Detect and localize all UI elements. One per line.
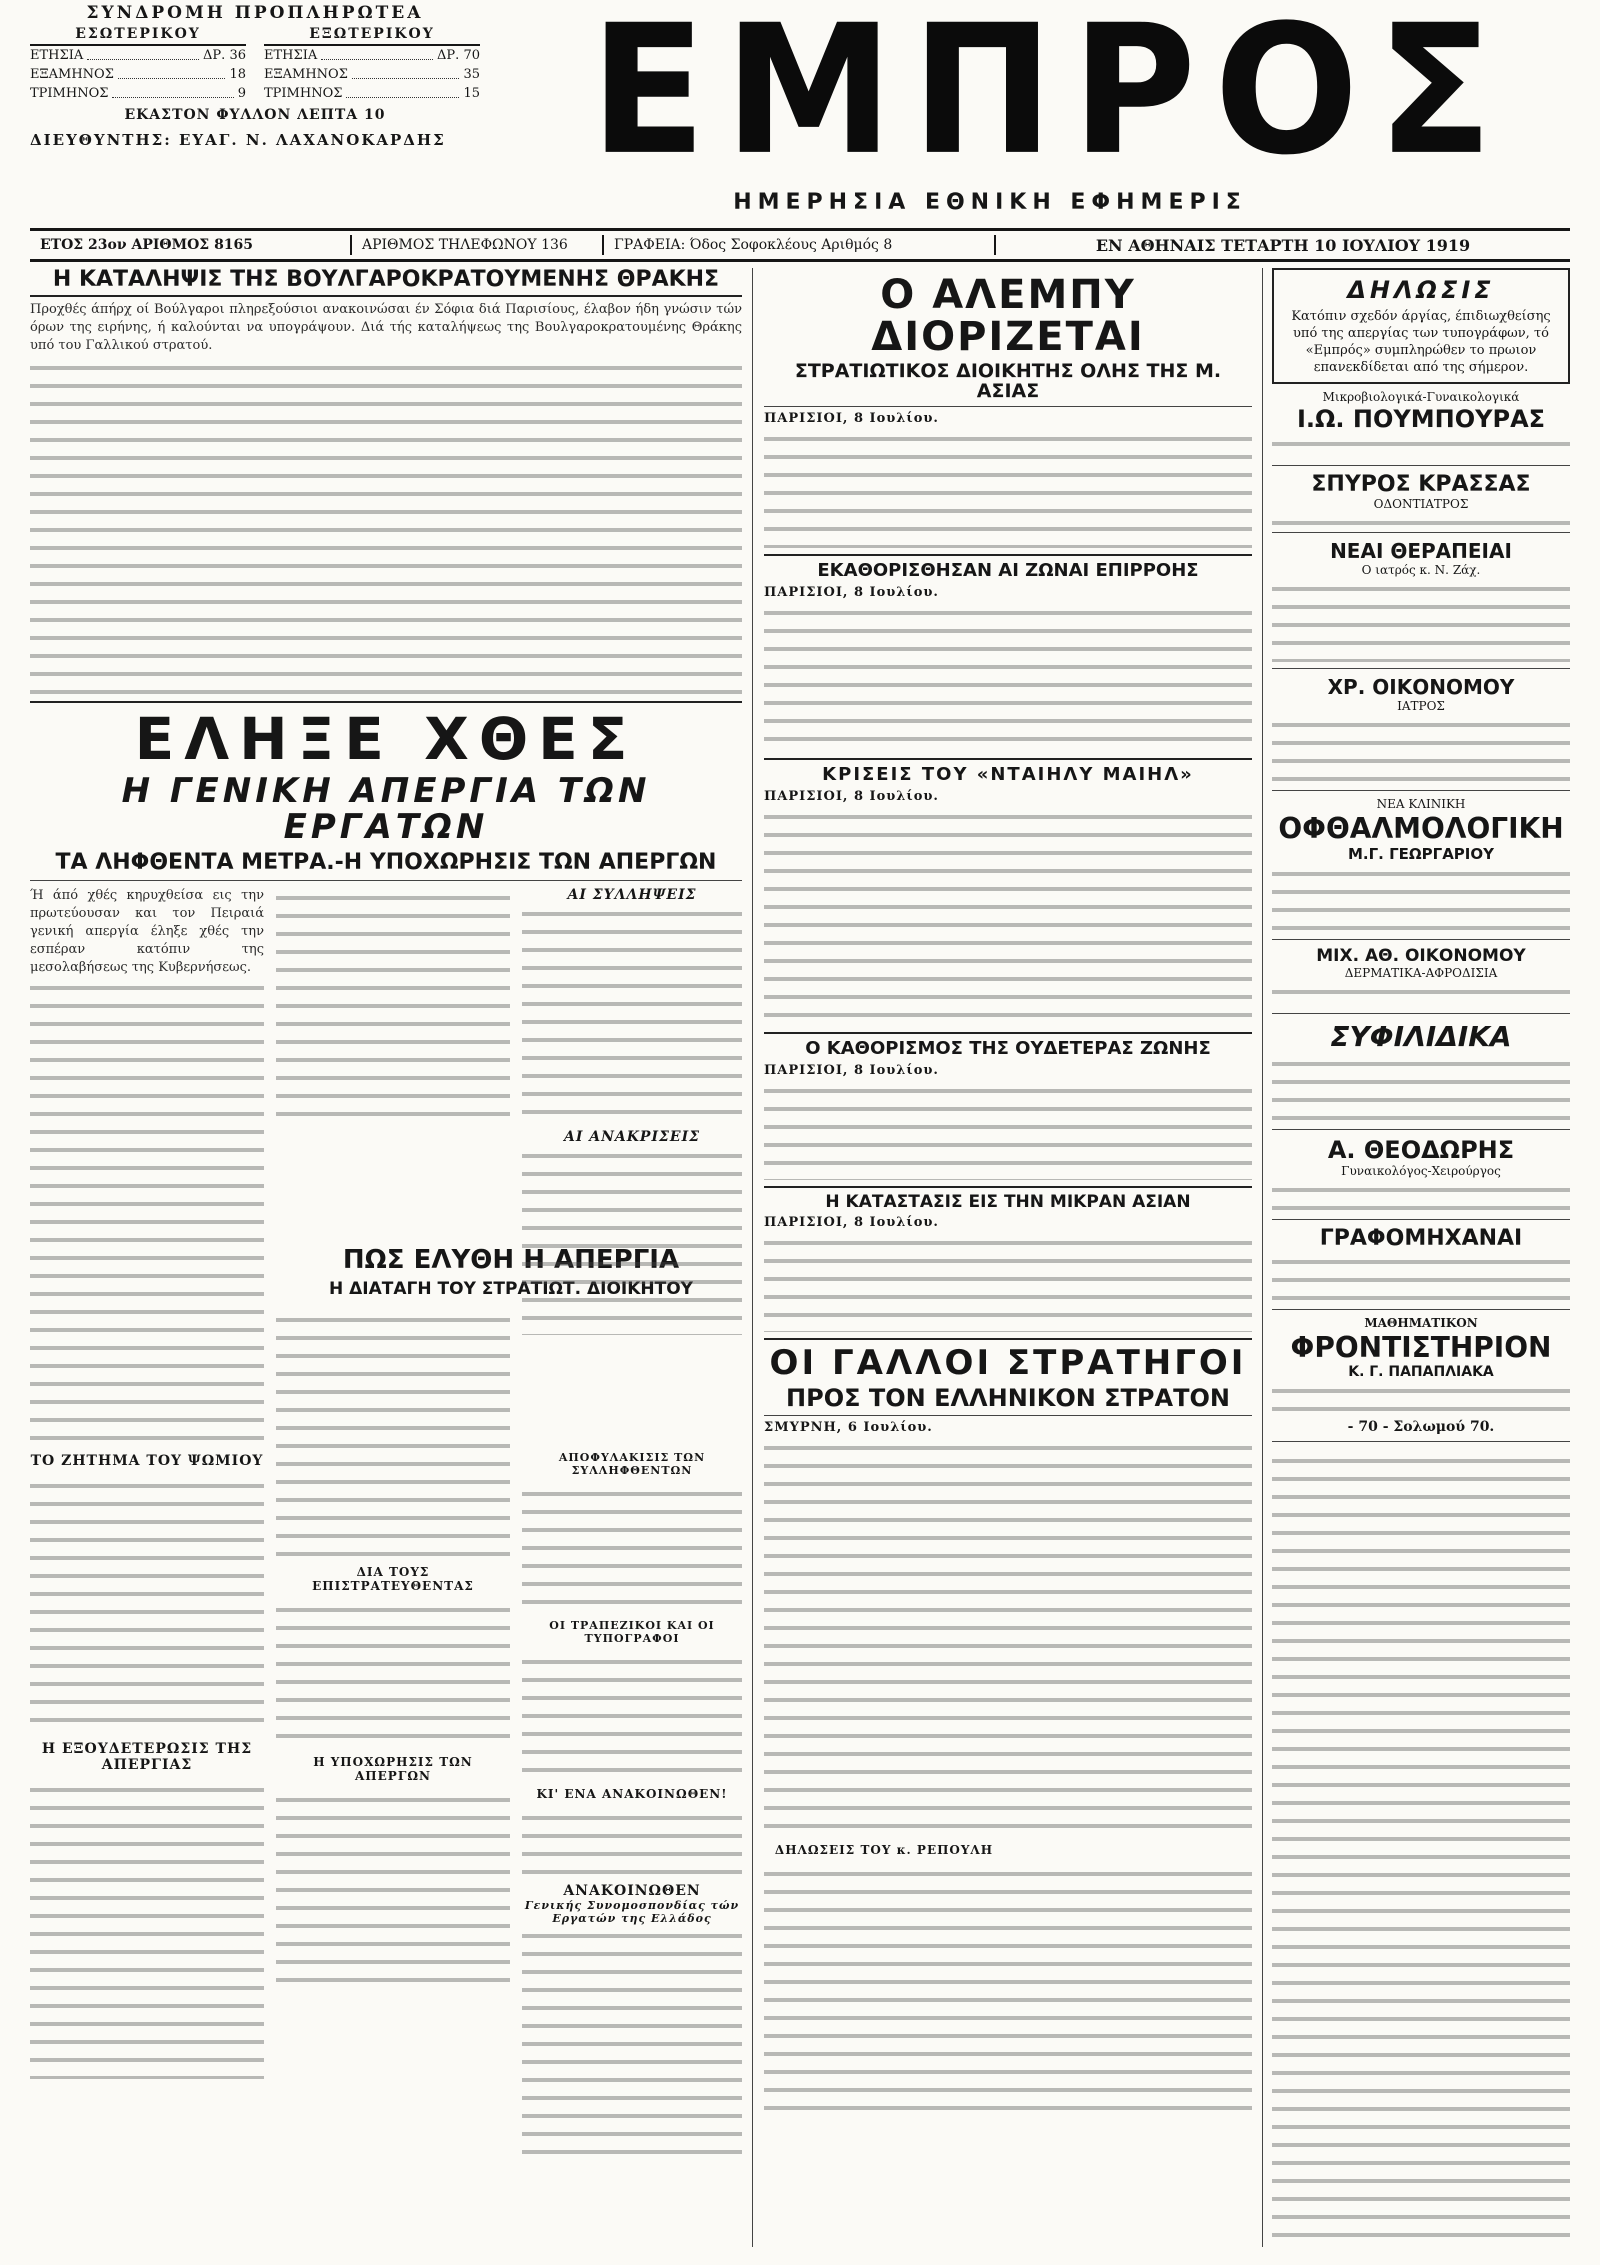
- generals-headline: ΟΙ ΓΑΛΛΟΙ ΣΤΡΑΤΗΓΟΙ: [769, 1343, 1247, 1384]
- middle-column: [764, 268, 1252, 2247]
- resolution-subhead: Η ΕΞΟΥΔΕΤΕΡΩΣΙΣ ΤΗΣ ΑΠΕΡΓΙΑΣ: [41, 1741, 253, 1774]
- thrace-article-text: [30, 357, 742, 695]
- release-text: [522, 1483, 742, 1613]
- notice-box: [1272, 268, 1570, 384]
- trams-text: [522, 1651, 742, 1781]
- advertisement: Α. ΘΕΟΔΩΡΗΣ Γυναικολόγος-Χειρούργος: [1272, 1130, 1570, 1220]
- rate-row: ΕΤΗΣΙΑ ΔΡ. 70: [264, 48, 480, 63]
- thrace-lead: Προχθές άπήρχ οί Βούλγαροι πληρεξούσιοι ανακοινώσαι έν Σόφια διά Παρισίους, έλαβον ήδη γνώσιν τών όρων της ειρήνης, ή καλούνται να υπογράψουν. Διά τής καταλήψεως της Βουλγαροκρατουμένης Θράκης υπό του Γαλλικού στρατού.: [30, 302, 742, 354]
- thrace-headline: Η ΚΑΤΑΛΗΨΙΣ ΤΗΣ ΒΟΥΛΓΑΡΟΚΡΑΤΟΥΜΕΝΗΣ ΘΡΑΚΗΣ: [30, 268, 742, 297]
- domestic-rates: [30, 25, 246, 103]
- daily-mail-text: [764, 806, 1252, 1026]
- allenby-headline: Ο ΑΛΕΜΠΥ ΔΙΟΡΙΖΕΤΑΙ: [871, 272, 1145, 360]
- domestic-label: ΕΣΩΤΕΡΙΚΟΥ: [30, 25, 246, 46]
- wheat-subhead: ΤΟ ΖΗΤΗΜΑ ΤΟΥ ΨΩΜΙΟΥ: [30, 1453, 264, 1470]
- arrests-text: [522, 903, 742, 1123]
- subscription-box: [30, 4, 480, 150]
- foreign-label: ΕΞΩΤΕΡΙΚΟΥ: [264, 25, 480, 46]
- neutral-zone-text: [764, 1080, 1252, 1180]
- zones-text: [764, 602, 1252, 752]
- arrests-subhead: ΑΙ ΣΥΛΛΗΨΕΙΣ: [567, 887, 697, 904]
- newspaper-logo: ΕΜΠΡΟΣ: [590, 0, 1511, 195]
- how-text: [276, 1309, 510, 1559]
- dateline: ΠΑΡΙΣΙΟΙ, 8 Ιουλίου.: [764, 410, 939, 426]
- offices-address: ΓΡΑΦΕΙΑ: Όδος Σοφοκλέους Αριθμός 8: [614, 237, 893, 253]
- advertisement: ΝΕΑΙ ΘΕΡΑΠΕΙΑΙ Ο ιατρός κ. Ν. Ζάχ.: [1272, 533, 1570, 669]
- generals-text: [764, 1437, 1252, 1837]
- announce-text: [522, 1807, 742, 1877]
- subscription-title: ΣΥΝΔΡΟΜΗ ΠΡΟΠΛΗΡΩΤΕΑ: [86, 3, 424, 23]
- generals-subheadline: ΠΡΟΣ ΤΟΝ ΕΛΛΗΝΙΚΟΝ ΣΤΡΑΤΟΝ: [764, 1386, 1252, 1416]
- rate-row: ΕΞΑΜΗΝΟΣ 35: [264, 67, 480, 82]
- issue-date: ΕΝ ΑΘΗΝΑΙΣ ΤΕΤΑΡΤΗ 10 ΙΟΥΛΙΟΥ 1919: [1095, 235, 1471, 255]
- investigations-text: [522, 1145, 742, 1335]
- resolution-text: [30, 1779, 264, 2079]
- military-text: [276, 1599, 510, 1749]
- daily-mail-headline: ΚΡΙΣΕΙΣ ΤΟΥ «ΝΤΑΙΗΛΥ ΜΑΙΗΛ»: [822, 763, 1194, 785]
- right-column: [1272, 268, 1570, 2247]
- strike-article-text-2: [276, 887, 510, 1127]
- advertisement: Μικροβιολογικά-Γυναικολογικά Ι.Ω. ΠΟΥΜΠΟΥΡΑΣ: [1272, 384, 1570, 466]
- retreat-text: [276, 1789, 510, 1989]
- rate-row: ΤΡΙΜΗΝΟΣ 15: [264, 86, 480, 101]
- zones-headline: ΕΚΑΘΟΡΙΣΘΗΣΑΝ ΑΙ ΖΩΝΑΙ ΕΠΙΡΡΟΗΣ: [817, 559, 1199, 581]
- wheat-text: [30, 1475, 264, 1735]
- advertisement: ΜΙΧ. ΑΘ. ΟΙΚΟΝΟΜΟΥ ΔΕΡΜΑΤΙΚΑ-ΑΦΡΟΔΙΣΙΑ: [1272, 940, 1570, 1014]
- strike-deck: ΤΑ ΛΗΦΘΕΝΤΑ ΜΕΤΡΑ.-Η ΥΠΟΧΩΡΗΣΙΣ ΤΩΝ ΑΠΕΡΓΩΝ: [55, 850, 717, 876]
- announce2-subhead: ΑΝΑΚΟΙΝΩΘΕΝ: [563, 1883, 701, 1900]
- repoul-text: [764, 1863, 1252, 2123]
- neutral-zone-headline: Ο ΚΑΘΟΡΙΣΜΟΣ ΤΗΣ ΟΥΔΕΤΕΡΑΣ ΖΩΝΗΣ: [805, 1037, 1211, 1059]
- foreign-rates: [264, 25, 480, 103]
- left-column: [30, 268, 742, 2247]
- announce-subhead: ΚΙ' ΕΝΑ ΑΝΑΚΟΙΝΩΘΕΝ!: [536, 1787, 728, 1802]
- asia-text: [764, 1232, 1252, 1332]
- strike-article-text: [30, 977, 264, 1447]
- rate-row: ΕΤΗΣΙΑ ΔΡ. 36: [30, 48, 246, 63]
- release-subhead: ΑΠΟΦΥΛΑΚΙΣΙΣ ΤΩΝ ΣΥΛΛΗΦΘΕΝΤΩΝ: [558, 1451, 706, 1478]
- how-headline: ΠΩΣ ΕΛΥΘΗ Η ΑΠΕΡΓΙΑ: [342, 1245, 680, 1276]
- advertisement: ΣΥΦΙΛΙΔΙΚΑ: [1272, 1014, 1570, 1130]
- advertisement: ΜΑΘΗΜΑΤΙΚΟΝ ΦΡΟΝΤΙΣΤΗΡΙΟΝ Κ. Γ. ΠΑΠΑΠΛΙΑΚΑ - 70 - Σολωμού 70.: [1272, 1310, 1570, 1442]
- director-line: ΔΙΕΥΘΥΝΤΗΣ: ΕΥΑΓ. Ν. ΛΑΧΑΝΟΚΑΡΔΗΣ: [30, 131, 446, 149]
- allenby-text: [764, 428, 1252, 548]
- strike-subheadline: Η ΓΕΝΙΚΗ ΑΠΕΡΓΙΑ ΤΩΝ ΕΡΓΑΤΩΝ: [121, 770, 651, 847]
- strike-headline: ΕΛΗΞΕ ΧΘΕΣ: [134, 705, 638, 774]
- rate-row: ΤΡΙΜΗΝΟΣ 9: [30, 86, 246, 101]
- phone-number: ΑΡΙΘΜΟΣ ΤΗΛΕΦΩΝΟΥ 136: [362, 237, 568, 253]
- advertisement: ΣΠΥΡΟΣ ΚΡΑΣΣΑΣ ΟΔΟΝΤΙΑΤΡΟΣ: [1272, 466, 1570, 533]
- how-subheadline: Η ΔΙΑΤΑΓΗ ΤΟΥ ΣΤΡΑΤΙΩΤ. ΔΙΟΙΚΗΤΟΥ: [329, 1278, 693, 1299]
- repoul-subhead: ΔΗΛΩΣΕΙΣ ΤΟΥ κ. ΡΕΠΟΥΛΗ: [774, 1843, 994, 1858]
- retreat-subhead: Η ΥΠΟΧΩΡΗΣΙΣ ΤΩΝ ΑΠΕΡΓΩΝ: [313, 1754, 473, 1783]
- tagline: ΗΜΕΡΗΣΙΑ ΕΘΝΙΚΗ ΕΦΗΜΕΡΙΣ: [733, 190, 1247, 215]
- notice-text: Κατόπιν σχεδόν άργίας, έπιδιωχθείσης υπό της απεργίας των τυπογράφων, τό «Εμπρός» συμπληρώθεν το πρωιον επανεκδίδεται από της σήμερον.: [1291, 309, 1551, 375]
- advertisement: ΓΡΑΦΟΜΗΧΑΝΑΙ: [1272, 1220, 1570, 1310]
- announce2-text: [522, 1925, 742, 2155]
- info-bar: [30, 228, 1570, 262]
- right-column-article: [1272, 1450, 1570, 2247]
- announce2-sub: Γενικής Συνομοσπονδίας τών Εργατών της Ελλάδος: [524, 1899, 740, 1926]
- rate-row: ΕΞΑΜΗΝΟΣ 18: [30, 67, 246, 82]
- advertisement: ΝΕΑ ΚΛΙΝΙΚΗ ΟΦΘΑΛΜΟΛΟΓΙΚΗ Μ.Γ. ΓΕΩΡΓΑΡΙΟΥ: [1272, 791, 1570, 940]
- trams-subhead: ΟΙ ΤΡΑΠΕΖΙΚΟΙ ΚΑΙ ΟΙ ΤΥΠΟΓΡΑΦΟΙ: [549, 1619, 715, 1646]
- price-line: ΕΚΑΣΤΟΝ ΦΥΛΛΟΝ ΛΕΠΤΑ 10: [124, 107, 386, 123]
- investigations-subhead: ΑΙ ΑΝΑΚΡΙΣΕΙΣ: [563, 1129, 701, 1146]
- dateline: ΠΑΡΙΣΙΟΙ, 8 Ιουλίου.: [764, 1062, 939, 1078]
- dateline: ΠΑΡΙΣΙΟΙ, 8 Ιουλίου.: [764, 584, 939, 600]
- allenby-subheadline: ΣΤΡΑΤΙΩΤΙΚΟΣ ΔΙΟΙΚΗΤΗΣ ΟΛΗΣ ΤΗΣ Μ. ΑΣΙΑΣ: [764, 362, 1252, 407]
- asia-headline: Η ΚΑΤΑΣΤΑΣΙΣ ΕΙΣ ΤΗΝ ΜΙΚΡΑΝ ΑΣΙΑΝ: [825, 1191, 1191, 1212]
- dateline: ΠΑΡΙΣΙΟΙ, 8 Ιουλίου.: [764, 788, 939, 804]
- military-subhead: ΔΙΑ ΤΟΥΣ ΕΠΙΣΤΡΑΤΕΥΘΕΝΤΑΣ: [312, 1564, 474, 1593]
- dateline: ΠΑΡΙΣΙΟΙ, 8 Ιουλίου.: [764, 1215, 939, 1231]
- notice-title: ΔΗΛΩΣΙΣ: [1347, 276, 1495, 304]
- issue-number: ΕΤΟΣ 23ον ΑΡΙΘΜΟΣ 8165: [40, 237, 254, 253]
- advertisement: ΧΡ. ΟΙΚΟΝΟΜΟΥ ΙΑΤΡΟΣ: [1272, 669, 1570, 791]
- strike-lead: Ή άπό χθές κηρυχθείσα εις την πρωτεύουσαν και τον Πειραιά γενική απεργία έληξε χθές την εσπέραν κατόπιν της μεσολαβήσεως της Κυβερνήσεως.: [30, 888, 264, 976]
- masthead: [30, 0, 1570, 250]
- dateline: ΣΜΥΡΝΗ, 6 Ιουλίου.: [764, 1420, 933, 1436]
